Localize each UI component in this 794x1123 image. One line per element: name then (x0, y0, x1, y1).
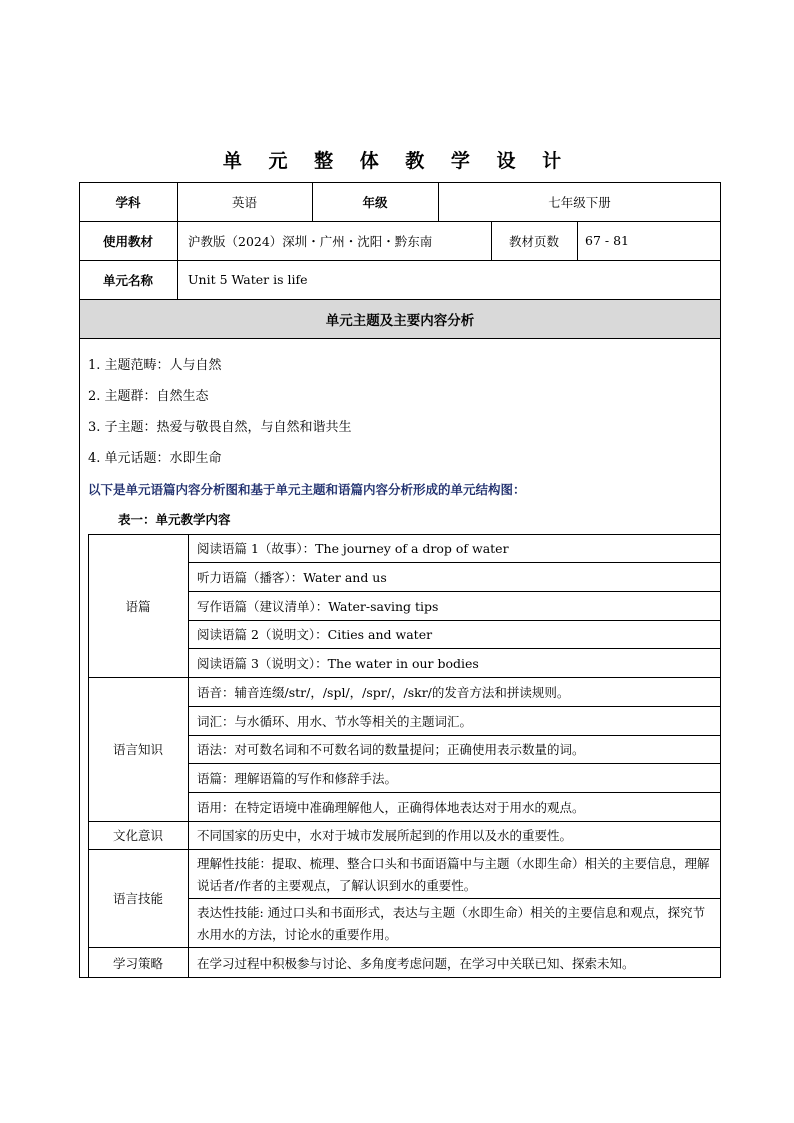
subject-label: 学科 (115, 194, 141, 210)
skills-label: 语言技能 (112, 891, 163, 906)
skills-item: 理解性技能：提取、梳理、整合口头和书面语篇中与主题（水即生命）相关的主要信息，理解说话者/作者的主要观点，了解认识到水的重要性。 (197, 856, 710, 893)
textbook-value: 沪教版（2024）深圳・广州・沈阳・黔东南 (188, 233, 433, 249)
culture-item: 不同国家的历史中，水对于城市发展所起到的作用以及水的重要性。 (197, 828, 573, 843)
knowledge-item: 语用：在特定语境中准确理解他人，正确得体地表达对于用水的观点。 (197, 799, 585, 815)
subject-value: 英语 (231, 194, 257, 210)
page-title: 单 元 整 体 教 学 设 计 (222, 150, 572, 172)
knowledge-item: 语篇：理解语篇的写作和修辞手法。 (197, 770, 398, 786)
text-item: 阅读语篇 1（故事）：The journey of a drop of water (197, 541, 509, 556)
culture-label: 文化意识 (112, 828, 163, 843)
theme-item: 2. 主题群：自然生态 (88, 389, 209, 404)
text-item: 阅读语篇 3（说明文）：The water in our bodies (197, 655, 479, 671)
structure-note: 以下是单元语篇内容分析图和基于单元主题和语篇内容分析形成的单元结构图： (88, 482, 526, 497)
grade-value: 七年级下册 (548, 194, 611, 210)
theme-item: 4. 单元话题：水即生命 (88, 451, 222, 466)
row-divider (79, 338, 721, 339)
knowledge-item: 词汇：与水循环、用水、节水等相关的主题词汇。 (197, 713, 473, 729)
unit-label: 单元名称 (102, 272, 153, 288)
knowledge-item: 语法：对可数名词和不可数名词的数量提问；正确使用表示数量的词。 (197, 742, 585, 757)
pages-value: 67 - 81 (585, 233, 629, 248)
strategy-label: 学习策略 (112, 955, 163, 971)
textbook-label: 使用教材 (102, 233, 153, 249)
theme-item: 1. 主题范畴：人与自然 (88, 358, 222, 373)
section-heading: 单元主题及主要内容分析 (325, 312, 475, 329)
knowledge-label: 语言知识 (112, 742, 163, 757)
theme-item: 3. 子主题：热爱与敬畏自然，与自然和谐共生 (88, 420, 352, 435)
pages-label: 教材页数 (508, 233, 559, 249)
unit-value: Unit 5 Water is life (188, 272, 308, 287)
text-item: 听力语篇（播客）：Water and us (197, 569, 387, 585)
table-caption: 表一：单元教学内容 (118, 512, 231, 527)
text-item: 阅读语篇 2（说明文）：Cities and water (197, 627, 433, 642)
texts-label: 语篇 (125, 598, 151, 614)
knowledge-item: 语音：辅音连缀/str/，/spl/，/spr/，/skr/的发音方法和拼读规则。 (197, 684, 570, 700)
strategy-item: 在学习过程中积极参与讨论、多角度考虑问题，在学习中关联已知、探索未知。 (197, 955, 635, 971)
skills-item: 表达性技能: 通过口头和书面形式，表达与主题（水即生命）相关的主要信息和观点，探究节水用水的方法，讨论水的重要作用。 (197, 905, 706, 942)
text-item: 写作语篇（建议清单）：Water-saving tips (197, 598, 439, 614)
grade-label: 年级 (362, 194, 388, 210)
